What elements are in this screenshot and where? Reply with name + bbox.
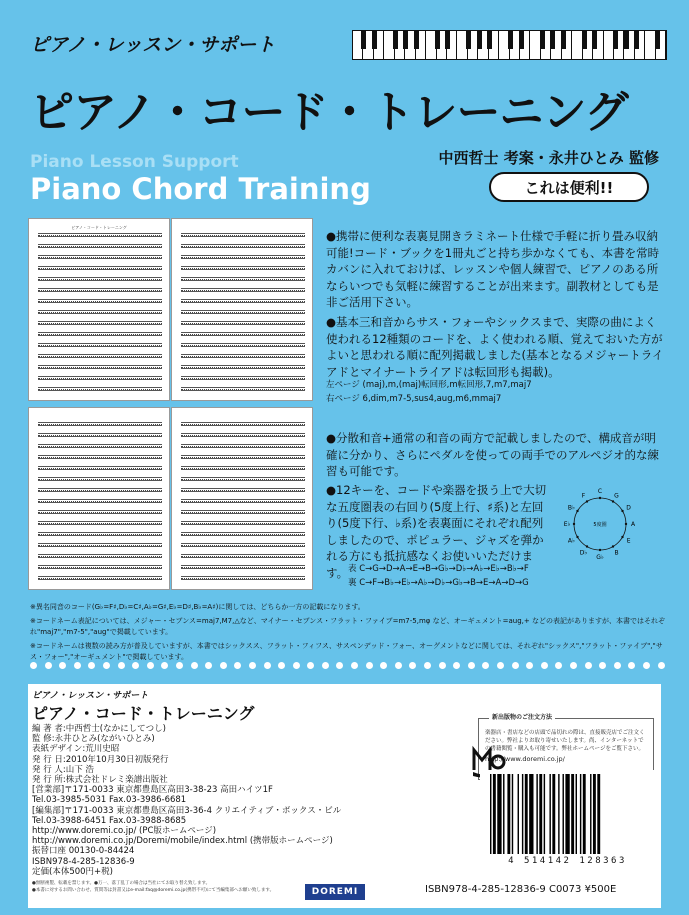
black-key (561, 31, 566, 49)
staff-line (38, 266, 162, 270)
black-key (487, 31, 492, 49)
barcode-bar (522, 774, 523, 854)
black-key (414, 31, 419, 49)
left-page-contents: 左ページ (maj),m,(maj)転回形,m転回形,7,m7,maj7 (326, 380, 532, 390)
convenience-badge: これは便利!! (489, 172, 649, 202)
divider-dot (161, 662, 168, 669)
piano-keyboard-illustration (352, 30, 667, 60)
staff-line (181, 343, 305, 347)
divider-dot (409, 662, 416, 669)
circle-key-label: G♭ (596, 554, 604, 561)
barcode-bar (563, 774, 564, 854)
staff-line (181, 510, 305, 514)
staff-line (38, 488, 162, 492)
circle-key-label: B (614, 549, 619, 557)
black-key (435, 31, 440, 49)
staff-line (181, 576, 305, 580)
staff-line (181, 543, 305, 547)
staff-line (38, 499, 162, 503)
order-info-text: 楽器店・書店などの店頭で品切れの際は、直接販売店でご注文ください。弊社よりお取り寄せいたします。尚、インターネットでの書籍閲覧・購入も可能です。弊社ホームページをご覧下さい。 (485, 730, 645, 752)
staff-line (181, 255, 305, 259)
black-key (613, 31, 618, 49)
staff-line (38, 532, 162, 536)
staff-line (181, 376, 305, 380)
staff-line (38, 466, 162, 470)
staff-line (181, 499, 305, 503)
circle-key-label: D♭ (579, 549, 588, 557)
imprint-line: 表紙デザイン:荒川史昭 (32, 744, 120, 755)
divider-dot (439, 662, 446, 669)
imprint-line: [営業部]〒171-0033 東京都豊島区高田3-38-23 高田ハイツ1F (32, 785, 273, 796)
divider-dot (585, 662, 592, 669)
staff-line (181, 310, 305, 314)
barcode-bar (493, 774, 496, 854)
staff-line (38, 521, 162, 525)
divider-dot (191, 662, 198, 669)
divider-dot (658, 662, 665, 669)
staff-line (38, 543, 162, 547)
barcode-bar (525, 774, 528, 854)
staff-line (38, 554, 162, 558)
staff-line (181, 477, 305, 481)
feature-item: ●分散和音+通常の和音の両方で記載しましたので、構成音が明確に分かり、さらにペダルを使っての両手でのアルペジオ的な練習も可能です。 (326, 431, 660, 478)
barcode-bar (512, 774, 513, 854)
front-key-order: 表 C→G→D→A→E→B→G♭→D♭→A♭→E♭→B♭→F (348, 564, 529, 574)
black-key (372, 31, 377, 49)
divider-dot (424, 662, 431, 669)
notes-section (30, 602, 665, 666)
staff-line (38, 376, 162, 380)
divider-dot (512, 662, 519, 669)
fine-print-line: ●無断複製、転載を禁じます。●万一、落丁乱丁の場合は当社にてお取り替え致します。 (32, 881, 211, 886)
black-key (508, 31, 513, 49)
imprint-line: 編 著 者:中西哲士(なかにしてつし) (32, 724, 166, 734)
feature-item: ●基本三和音からサス・フォーやシックスまで、実際の曲によく使われる12種類のコードを、よく使われる順、覚えておいた方がよいと思われる順に配列掲載しました(基本となるメジャートライアドとマイナートライアドは転回形も掲載)。 (326, 315, 664, 379)
circle-key-label: E (626, 537, 631, 545)
barcode-bar (529, 774, 533, 854)
barcode-bar (571, 774, 574, 854)
colophon-title: ピアノ・コード・トレーニング (32, 704, 255, 723)
imprint-line: 発 行 人:山下 浩 (32, 764, 94, 775)
isbn-price-code: ISBN978-4-285-12836-9 C0073 ¥500E (425, 884, 617, 895)
sheet-page-3 (28, 407, 170, 590)
staff-line (181, 521, 305, 525)
imprint-line: [編集部]〒171-0033 東京都豊島区高田3-36-4 クリエイティブ・ボックス・ビル (32, 805, 342, 816)
divider-dot (453, 662, 460, 669)
circle-key-label: G (614, 492, 619, 500)
divider-dot (30, 662, 37, 669)
black-key (655, 31, 660, 49)
black-key (403, 31, 408, 49)
staff-line (38, 354, 162, 358)
staff-line (181, 266, 305, 270)
staff-line (38, 510, 162, 514)
english-series-title: Piano Lesson Support (30, 152, 239, 172)
divider-dot (555, 662, 562, 669)
staff-line (38, 332, 162, 336)
black-key (519, 31, 524, 49)
divider-dot (234, 662, 241, 669)
staff-line (38, 321, 162, 325)
divider-dot (205, 662, 212, 669)
imprint-line: Tel.03-3985-5031 Fax.03-3986-6681 (32, 795, 187, 806)
barcode-bar (580, 774, 581, 854)
circle-tick (599, 549, 601, 551)
circle-tick (612, 545, 614, 547)
staff-line (181, 277, 305, 281)
authors-credit: 中西哲士 考案・永井ひとみ 監修 (438, 149, 659, 167)
barcode-digits: 4 514142 128363 (508, 856, 627, 866)
circle-tick (576, 510, 578, 512)
divider-dot (526, 662, 533, 669)
barcode-bar (590, 774, 591, 854)
circle-tick (625, 523, 627, 525)
divider-dot (74, 662, 81, 669)
imprint-details (32, 724, 412, 877)
circle-tick (573, 523, 575, 525)
order-info-url: http://www.doremi.co.jp/ (485, 755, 565, 763)
divider-dot (614, 662, 621, 669)
black-key (361, 31, 366, 49)
circle-of-fifths-diagram (560, 484, 640, 564)
divider-dot (88, 662, 95, 669)
black-key (393, 31, 398, 49)
english-main-title: Piano Chord Training (30, 172, 371, 206)
staff-line (38, 299, 162, 303)
imprint-line: 監 修:永井ひとみ(ながいひとみ) (32, 734, 155, 745)
imprint-line: 発 行 日:2010年10月30日初版発行 (32, 754, 169, 765)
divider-dot (541, 662, 548, 669)
divider-dot (176, 662, 183, 669)
divider-dot (380, 662, 387, 669)
divider-dot (293, 662, 300, 669)
divider-dot (497, 662, 504, 669)
circle-key-label: E♭ (563, 521, 571, 528)
sheet-page-2 (171, 218, 313, 401)
publisher-logo: DOREMI (305, 884, 365, 900)
staff-line (38, 233, 162, 237)
circle-tick (599, 497, 601, 499)
barcode (480, 770, 655, 872)
feature-item: ●携帯に便利な表裏見開きラミネート仕様で手軽に折り畳み収納可能!コード・ブックを1冊丸ごと持ち歩かなくても、本書を常時カバンに入れておけば、レッスンや個人練習で、ピアノのある所ならいつでも気軽に練習することが出来ます。副教材としても是非ご活用下さい。 (326, 229, 660, 309)
divider-dot (322, 662, 329, 669)
barcode-bar (507, 774, 510, 854)
staff-line (38, 444, 162, 448)
black-key (582, 31, 587, 49)
staff-line (38, 387, 162, 391)
fine-print-line: ●本書に対するお問い合わせ、質問等は封書又はe-mail:faq@doremi.co.jp(携帯不可)にて当編集部へお願い致します。 (32, 887, 275, 893)
staff-line (38, 244, 162, 248)
circle-tick (586, 545, 588, 547)
staff-line (38, 288, 162, 292)
barcode-bar (583, 774, 586, 854)
divider-dot (220, 662, 227, 669)
note-item: ※コードネームは複数の読み方が普及していますが、本書ではシックスス、フラット・フィフス、サスペンデッド・フォー、オーグメントなどに関しては、それぞれ"シックス","フラット・ファイブ","サス・フォー","オーギュメント"で掲載しています。 (30, 642, 663, 661)
staff-line (181, 354, 305, 358)
staff-line (181, 244, 305, 248)
divider-dot (482, 662, 489, 669)
staff-line (38, 455, 162, 459)
right-page-contents: 右ページ 6,dim,m7-5,sus4,aug,m6,mmaj7 (326, 394, 502, 404)
sheet-page-4 (171, 407, 313, 590)
divider-dot (147, 662, 154, 669)
black-key (445, 31, 450, 49)
note-item: ※異名同音のコード(G♭=F♯,D♭=C♯,A♭=G♯,E♭=D♯,B♭=A♯)に関しては、どちらか一方の記載になります。 (30, 603, 365, 611)
divider-dot (307, 662, 314, 669)
staff-line (181, 565, 305, 569)
imprint-line: http://www.doremi.co.jp/ (PC版ホームページ) (32, 826, 217, 837)
series-title: ピアノ・レッスン・サポート (30, 34, 276, 56)
barcode-bars (484, 774, 651, 854)
divider-dot (45, 662, 52, 669)
staff-line (38, 576, 162, 580)
black-key (592, 31, 597, 49)
divider-dot (278, 662, 285, 669)
circle-tick (612, 500, 614, 502)
staff-line (181, 444, 305, 448)
imprint-line: Tel.03-3988-6451 Fax.03-3988-8685 (32, 815, 187, 826)
circle-key-label: C (597, 488, 603, 495)
sample-sheet-music (28, 218, 313, 590)
imprint-line: 定価(本体500円+税) (32, 866, 113, 877)
staff-line (181, 288, 305, 292)
staff-line (181, 433, 305, 437)
divider-dot (103, 662, 110, 669)
note-item: ※コードネーム表記については、メジャー・セブンス=maj7,M7,△など、マイナー・セブンス・フラット・ファイブ=m7-5,mφ など、オーギュメント=aug,+ などの表記がありますが、本書ではそれぞれ"maj7","m7-5","aug"で掲載しています。 (30, 617, 665, 636)
staff-line (38, 422, 162, 426)
barcode-bar (597, 774, 600, 854)
back-key-order: 裏 C→F→B♭→E♭→A♭→D♭→G♭→B→E→A→D→G (348, 578, 529, 588)
circle-tick (621, 510, 623, 512)
staff-line (181, 466, 305, 470)
dot-divider (30, 662, 665, 669)
black-key (634, 31, 639, 49)
divider-dot (643, 662, 650, 669)
staff-line (38, 277, 162, 281)
divider-dot (366, 662, 373, 669)
barcode-bar (565, 774, 569, 854)
circle-tick (576, 536, 578, 538)
staff-line (38, 477, 162, 481)
staff-line (181, 422, 305, 426)
barcode-bar (549, 774, 550, 854)
circle-tick (621, 536, 623, 538)
circle-key-label: A (630, 521, 636, 528)
staff-line (38, 343, 162, 347)
divider-dot (336, 662, 343, 669)
divider-dot (132, 662, 139, 669)
black-key (540, 31, 545, 49)
circle-tick (586, 500, 588, 502)
barcode-bar (552, 774, 555, 854)
staff-line (38, 565, 162, 569)
colophon-panel (28, 684, 661, 908)
barcode-bar (518, 774, 519, 854)
staff-line (181, 332, 305, 336)
staff-line (181, 488, 305, 492)
divider-dot (570, 662, 577, 669)
imprint-line: ISBN978-4-285-12836-9 (32, 856, 135, 867)
staff-line (181, 233, 305, 237)
imprint-line: 発 行 所:株式会社ドレミ楽譜出版社 (32, 775, 168, 786)
circle-center-label: 5度圏 (593, 522, 607, 528)
divider-dot (249, 662, 256, 669)
barcode-bar (539, 774, 542, 854)
sheet-page-1 (28, 218, 170, 401)
black-key (550, 31, 555, 49)
divider-dot (351, 662, 358, 669)
barcode-bar (558, 774, 559, 854)
barcode-bar (576, 774, 577, 854)
staff-line (181, 387, 305, 391)
barcode-bar (490, 774, 491, 854)
staff-line (38, 433, 162, 437)
divider-dot (264, 662, 271, 669)
divider-dot (59, 662, 66, 669)
staff-line (181, 365, 305, 369)
circle-key-label: A♭ (567, 537, 575, 545)
sheet-title: ピアノ・コード・トレーニング (71, 225, 127, 230)
divider-dot (599, 662, 606, 669)
divider-dot (118, 662, 125, 669)
order-info-title: 新出版物のご注文方法 (489, 714, 555, 722)
divider-dot (628, 662, 635, 669)
staff-line (181, 299, 305, 303)
circle-key-label: D (626, 504, 631, 512)
staff-line (181, 321, 305, 325)
staff-line (38, 255, 162, 259)
circle-key-label: F (581, 492, 586, 500)
staff-line (181, 455, 305, 459)
feature-item: ●12キーを、コードや楽器を扱う上で大切な五度圏表の右回り(5度上行、♯系)と左回り(5度下行、♭系)を表裏面にそれぞれ配列しましたので、ポピュラー、ジャズを弾かれる方にも抵抗感なくお使いいただけます。 (326, 483, 547, 580)
fine-print (32, 881, 292, 894)
barcode-bar (503, 774, 504, 854)
barcode-bar (593, 774, 596, 854)
divider-dot (468, 662, 475, 669)
staff-line (38, 310, 162, 314)
imprint-line: 振替口座 00130-0-84424 (32, 846, 135, 857)
staff-line (38, 365, 162, 369)
black-key (466, 31, 471, 49)
barcode-bar (536, 774, 537, 854)
black-key (477, 31, 482, 49)
imprint-line: http://www.doremi.co.jp/Doremi/mobile/index.html (携帯版ホームページ) (32, 836, 333, 847)
divider-dot (395, 662, 402, 669)
barcode-bar (497, 774, 501, 854)
staff-line (181, 532, 305, 536)
staff-line (181, 554, 305, 558)
main-title: ピアノ・コード・トレーニング (30, 87, 628, 138)
circle-key-label: B♭ (567, 504, 575, 512)
black-key (624, 31, 629, 49)
colophon-series: ピアノ・レッスン・サポート (32, 691, 149, 701)
barcode-bar (544, 774, 545, 854)
